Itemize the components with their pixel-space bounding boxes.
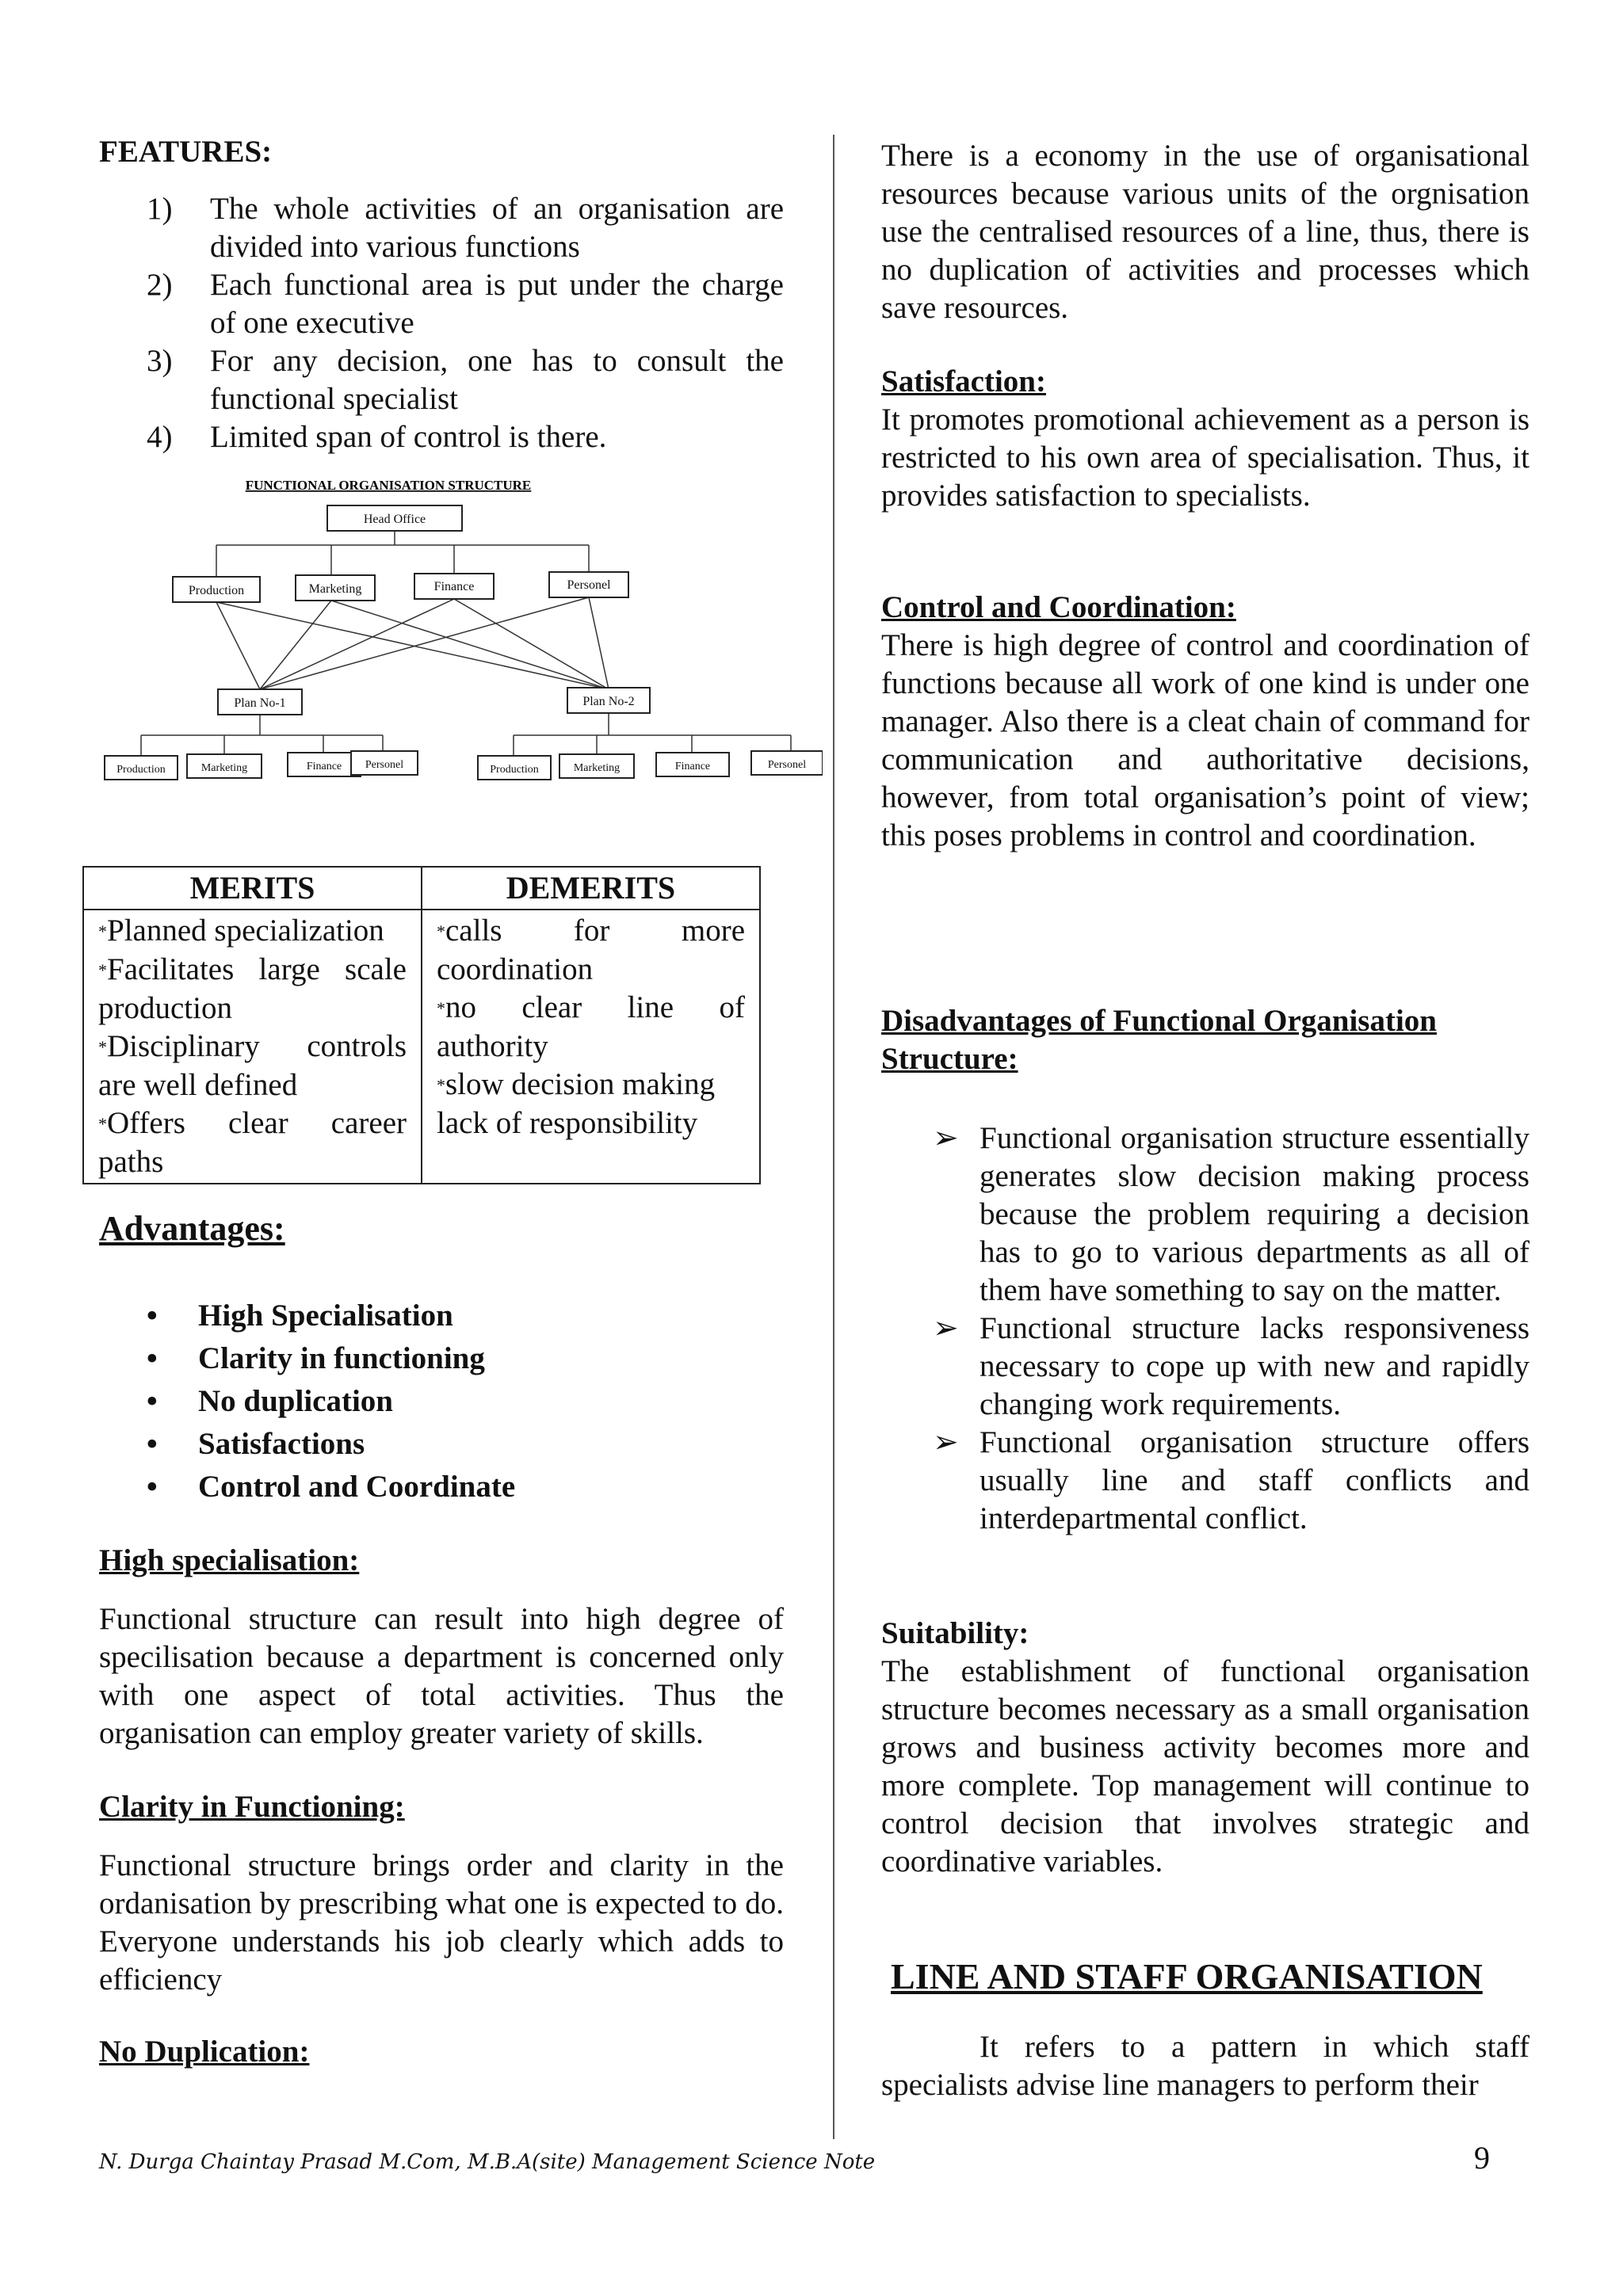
chart-label-l3: Production <box>490 764 539 776</box>
advantage-item: • Satisfactions <box>147 1427 365 1461</box>
chart-label-l1: Production <box>188 584 245 597</box>
disadvantages-heading: Disadvantages of Functional Organisation <box>881 1004 1437 1038</box>
suitability-heading: Suitability: <box>881 1616 1029 1650</box>
merit-item: *Planned specialization <box>98 913 384 948</box>
chart-label-l3: Marketing <box>200 762 248 774</box>
feature-item: 2) Each functional area is put under the charge of one executive <box>147 268 784 340</box>
merit-item: *Facilitates large scale production <box>98 952 407 1025</box>
economy-section <box>881 137 1529 327</box>
merits-header: MERITS <box>83 867 422 910</box>
suitability-section <box>881 1615 1529 1881</box>
chart-label-l3: Finance <box>674 761 711 772</box>
line-staff-text: It refers to a pattern in which staff specialists advise line managers to perform their <box>881 2030 1529 2102</box>
chart-label-plan: Plan No-2 <box>582 695 635 708</box>
disadvantages-list <box>881 1119 1529 1538</box>
advantage-item: • Control and Coordinate <box>147 1470 516 1504</box>
chart-label-l1: Personel <box>567 578 611 592</box>
chart-label-l1: Marketing <box>308 582 362 596</box>
satisfaction-heading: Satisfaction: <box>881 364 1046 399</box>
column-divider <box>833 135 834 2139</box>
arrow-bullet-icon: ➢ <box>933 1121 959 1155</box>
line-staff-title: LINE AND STAFF ORGANISATION <box>891 1956 1483 1997</box>
page-number: 9 <box>1474 2140 1490 2176</box>
demerit-item: *no clear line of authority <box>437 990 745 1063</box>
features-heading: FEATURES: <box>99 135 273 169</box>
feature-item: 4) Limited span of control is there. <box>147 420 607 454</box>
features-list <box>99 190 784 456</box>
clarity-section <box>99 1788 784 1999</box>
advantages-list <box>99 1295 515 1508</box>
satisfaction-text: It promotes promotional achievement as a person is restricted to his own area of specialisation. Thus, it provides satisfaction to specialists. <box>881 402 1529 513</box>
advantages-title: Advantages: <box>99 1209 285 1248</box>
disadvantages-heading-2: Structure: <box>881 1042 1018 1076</box>
no-dup-section <box>99 2033 784 2071</box>
disadvantages-section <box>881 1002 1529 1078</box>
disadvantage-item: ➢ Functional organisation structure essentially generates slow decision making process because the problem requiring a decision has to go to various departments as all of them have something to say on the matter. <box>881 1119 1529 1310</box>
control-heading: Control and Coordination: <box>881 590 1236 624</box>
merits-demerits-table <box>82 866 761 1184</box>
disadvantages-list-wrap <box>881 1119 1529 1538</box>
functional-org-chart <box>101 474 823 791</box>
merit-item: *Offers clear career paths <box>98 1106 407 1179</box>
chart-title: FUNCTIONAL ORGANISATION STRUCTURE <box>245 478 532 493</box>
chart-label-l3: Marketing <box>573 762 621 774</box>
chart-label-l1: Finance <box>433 580 475 593</box>
line-staff-section <box>881 2028 1529 2104</box>
chart-label-l3: Finance <box>306 761 342 772</box>
control-text: There is high degree of control and coordination of functions because all work of one kind is under one manager. Also there is a cleat chain of command for communication and authoritative decisions, however, from total organisation’s point of view; this poses problems in control and coordination. <box>881 628 1529 852</box>
chart-label-plan: Plan No-1 <box>234 696 286 710</box>
footer-author: N. Durga Chaintay Prasad M.Com, M.B.A(site) Management Science Note <box>99 2150 876 2174</box>
demerit-item: lack of responsibility <box>437 1106 698 1140</box>
arrow-bullet-icon: ➢ <box>933 1425 959 1459</box>
arrow-bullet-icon: ➢ <box>933 1311 959 1345</box>
high-spec-heading: High specialisation: <box>99 1543 360 1577</box>
demerits-cell <box>422 910 760 1184</box>
merit-item: *Disciplinary controls are well defined <box>98 1029 407 1102</box>
chart-label-l3: Personel <box>767 759 807 771</box>
clarity-heading: Clarity in Functioning: <box>99 1790 405 1824</box>
demerit-item: *slow decision making <box>437 1067 716 1101</box>
demerits-header: DEMERITS <box>422 867 760 910</box>
disadvantage-item: ➢ Functional structure lacks responsiveness necessary to cope up with new and rapidly changing work requirements. <box>881 1310 1529 1424</box>
high-spec-text: Functional structure can result into high degree of specilisation because a department is concerned only with one aspect of total activities. Thus the organisation can employ greater variety of skills. <box>99 1602 784 1750</box>
feature-item: 3) For any decision, one has to consult the functional specialist <box>147 344 784 416</box>
no-dup-heading: No Duplication: <box>99 2035 310 2069</box>
disadvantage-item: ➢ Functional organisation structure offers usually line and staff conflicts and interdepartmental conflict. <box>881 1424 1529 1538</box>
satisfaction-section <box>881 363 1529 515</box>
demerit-item: *calls for more coordination <box>437 913 745 986</box>
chart-label-l3: Production <box>116 764 166 776</box>
left-column <box>99 133 784 456</box>
advantage-item: • High Specialisation <box>147 1299 453 1333</box>
merits-cell <box>83 910 422 1184</box>
suitability-text: The establishment of functional organisation structure becomes necessary as a small organisation grows and business activity becomes more and more complete. Top management will continue to control decision that involves strategic and coordinative variables. <box>881 1654 1529 1878</box>
chart-label-l3: Personel <box>365 759 404 771</box>
high-spec-section <box>99 1542 784 1753</box>
advantage-item: • Clarity in functioning <box>147 1341 485 1375</box>
feature-item: 1) The whole activities of an organisation are divided into various functions <box>147 192 784 264</box>
clarity-text: Functional structure brings order and clarity in the ordanisation by prescribing what one is expected to do. Everyone understands his job clearly which adds to efficiency <box>99 1848 784 1997</box>
economy-text: There is a economy in the use of organisational resources because various units of the orgnisation use the centralised resources of a line, thus, there is no duplication of activities and processes which save resources. <box>881 139 1529 325</box>
advantage-item: • No duplication <box>147 1384 393 1418</box>
control-section <box>881 589 1529 855</box>
chart-label-head: Head Office <box>363 513 426 526</box>
